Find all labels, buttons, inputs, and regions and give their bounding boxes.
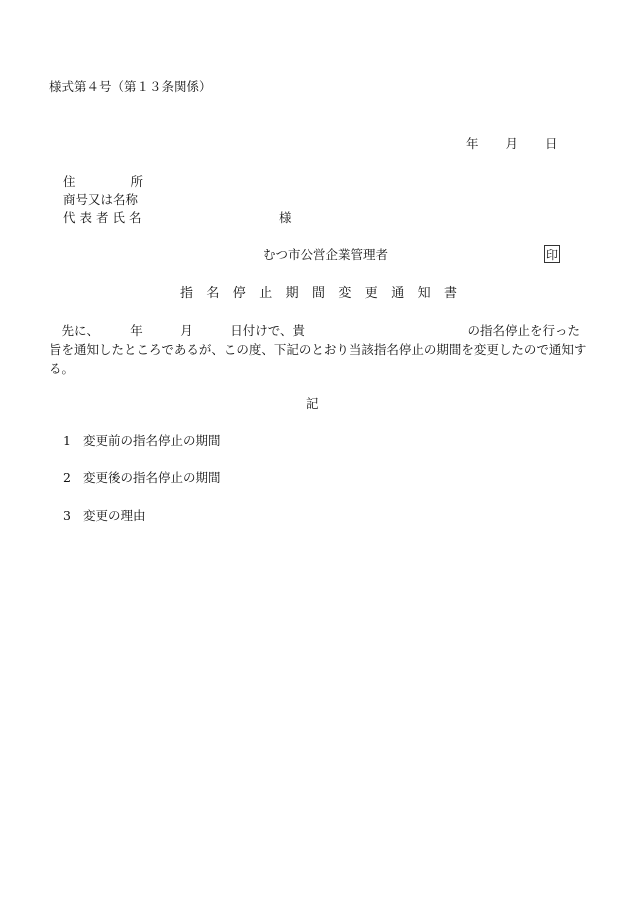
list-item <box>63 435 221 448</box>
seal-box: 印 <box>544 245 560 263</box>
body-paragraph: 先に、 年 月 日付けで、貴 の指名停止を行った旨を通知したところであるが、この度、下記のとおり当該指名停止の期間を変更したので通知する。 <box>49 323 587 376</box>
honorific-sama: 様 <box>279 210 292 225</box>
item-text: 変更前の指名停止の期間 <box>83 433 221 448</box>
date-year-label: 年 <box>466 136 479 151</box>
company-name-label: 商号又は名称 <box>63 192 139 207</box>
item-text: 変更の理由 <box>83 508 146 523</box>
item-number: 3 <box>63 508 71 523</box>
item-text: 変更後の指名停止の期間 <box>83 470 221 485</box>
address-label: 住所 <box>63 174 199 189</box>
form-number: 様式第４号（第１３条関係） <box>49 79 212 94</box>
date-month-label: 月 <box>505 136 519 151</box>
date-line <box>466 138 558 151</box>
item-number: 2 <box>63 470 71 485</box>
document-title: 指名停止期間変更通知書 <box>180 286 471 301</box>
date-day-label: 日 <box>545 136 558 151</box>
item-number: 1 <box>63 433 71 448</box>
ki-heading: 記 <box>306 396 319 411</box>
list-item <box>63 472 221 485</box>
representative-label: 代表者氏名 <box>63 210 146 225</box>
issuer-name: むつ市公営企業管理者 <box>263 247 389 262</box>
list-item <box>63 510 146 523</box>
